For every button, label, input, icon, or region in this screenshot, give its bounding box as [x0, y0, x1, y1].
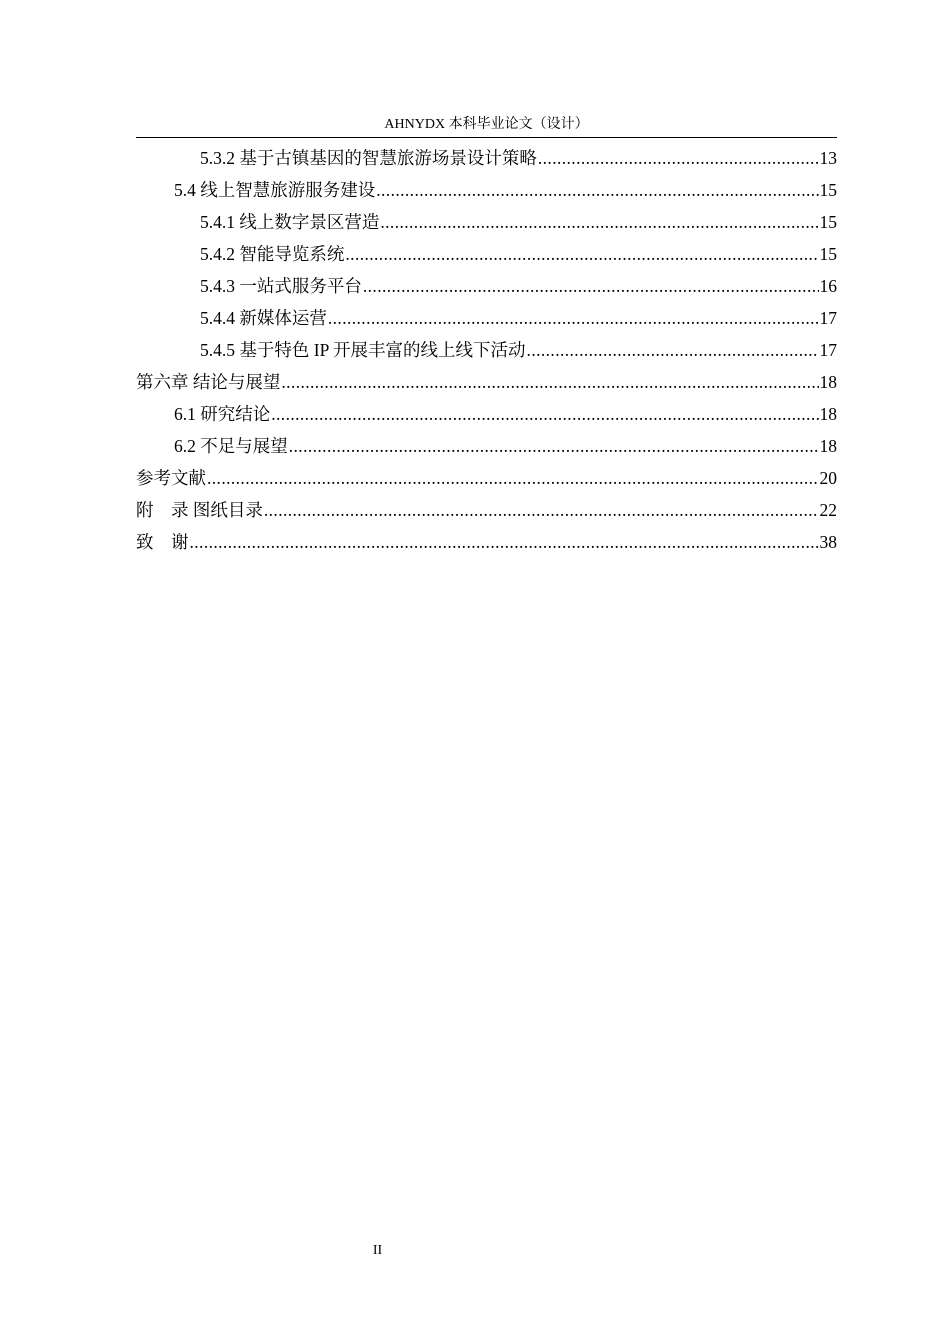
toc-entry-page: 17: [819, 308, 837, 328]
toc-dot-leader: [376, 174, 818, 206]
toc-entry-page: 15: [819, 212, 837, 232]
toc-dot-leader: [190, 526, 819, 558]
toc-entry[interactable]: [136, 494, 837, 526]
toc-entry-page: 16: [819, 276, 837, 296]
toc-entry-title: 6.2 不足与展望: [174, 436, 288, 456]
toc-entry-title: 5.4.1 线上数字景区营造: [200, 212, 380, 232]
toc-entry-page: 22: [819, 500, 837, 520]
toc-entry-title: 5.3.2 基于古镇基因的智慧旅游场景设计策略: [200, 148, 537, 168]
toc-entry-page: 38: [819, 532, 837, 552]
toc-dot-leader: [538, 142, 819, 174]
toc-entry[interactable]: [136, 302, 837, 334]
header-rule: [136, 137, 837, 138]
toc-entry-title: 附 录 图纸目录: [136, 500, 263, 520]
toc-entry[interactable]: [136, 462, 837, 494]
toc-entry-page: 17: [819, 340, 837, 360]
toc-entry[interactable]: [136, 270, 837, 302]
toc-entry[interactable]: [136, 366, 837, 398]
toc-entry-title: 第六章 结论与展望: [136, 372, 281, 392]
toc-dot-leader: [271, 398, 818, 430]
toc-entry[interactable]: [136, 334, 837, 366]
toc-dot-leader: [207, 462, 819, 494]
toc-entry-page: 13: [819, 148, 837, 168]
toc-entry-page: 18: [819, 372, 837, 392]
running-header: AHNYDX 本科毕业论文（设计）: [384, 117, 589, 132]
toc-entry[interactable]: [136, 238, 837, 270]
toc-dot-leader: [281, 366, 818, 398]
toc-entry-title: 5.4 线上智慧旅游服务建设: [174, 180, 376, 200]
toc-entry-title: 6.1 研究结论: [174, 404, 271, 424]
page-number: II: [372, 1243, 383, 1258]
toc-entry-title: 参考文献: [136, 468, 206, 488]
toc-entry-page: 18: [819, 436, 837, 456]
toc-entry[interactable]: [136, 398, 837, 430]
toc-entry-title: 5.4.4 新媒体运营: [200, 308, 327, 328]
toc-dot-leader: [380, 206, 818, 238]
toc-dot-leader: [363, 270, 819, 302]
toc-entry-title: 5.4.2 智能导览系统: [200, 244, 345, 264]
toc-dot-leader: [289, 430, 819, 462]
toc-entry[interactable]: [136, 526, 837, 558]
toc-dot-leader: [345, 238, 818, 270]
toc-entry-page: 15: [819, 180, 837, 200]
toc-dot-leader: [264, 494, 819, 526]
toc-entry[interactable]: [136, 206, 837, 238]
toc-entry-title: 致 谢: [136, 532, 189, 552]
toc-entry-page: 15: [819, 244, 837, 264]
toc-entry-title: 5.4.5 基于特色 IP 开展丰富的线上线下活动: [200, 340, 526, 360]
toc-entry[interactable]: [136, 142, 837, 174]
toc-entry[interactable]: [136, 174, 837, 206]
toc-dot-leader: [328, 302, 819, 334]
table-of-contents: [136, 142, 837, 558]
toc-entry[interactable]: [136, 430, 837, 462]
toc-entry-page: 20: [819, 468, 837, 488]
toc-entry-page: 18: [819, 404, 837, 424]
toc-dot-leader: [527, 334, 819, 366]
toc-entry-title: 5.4.3 一站式服务平台: [200, 276, 362, 296]
